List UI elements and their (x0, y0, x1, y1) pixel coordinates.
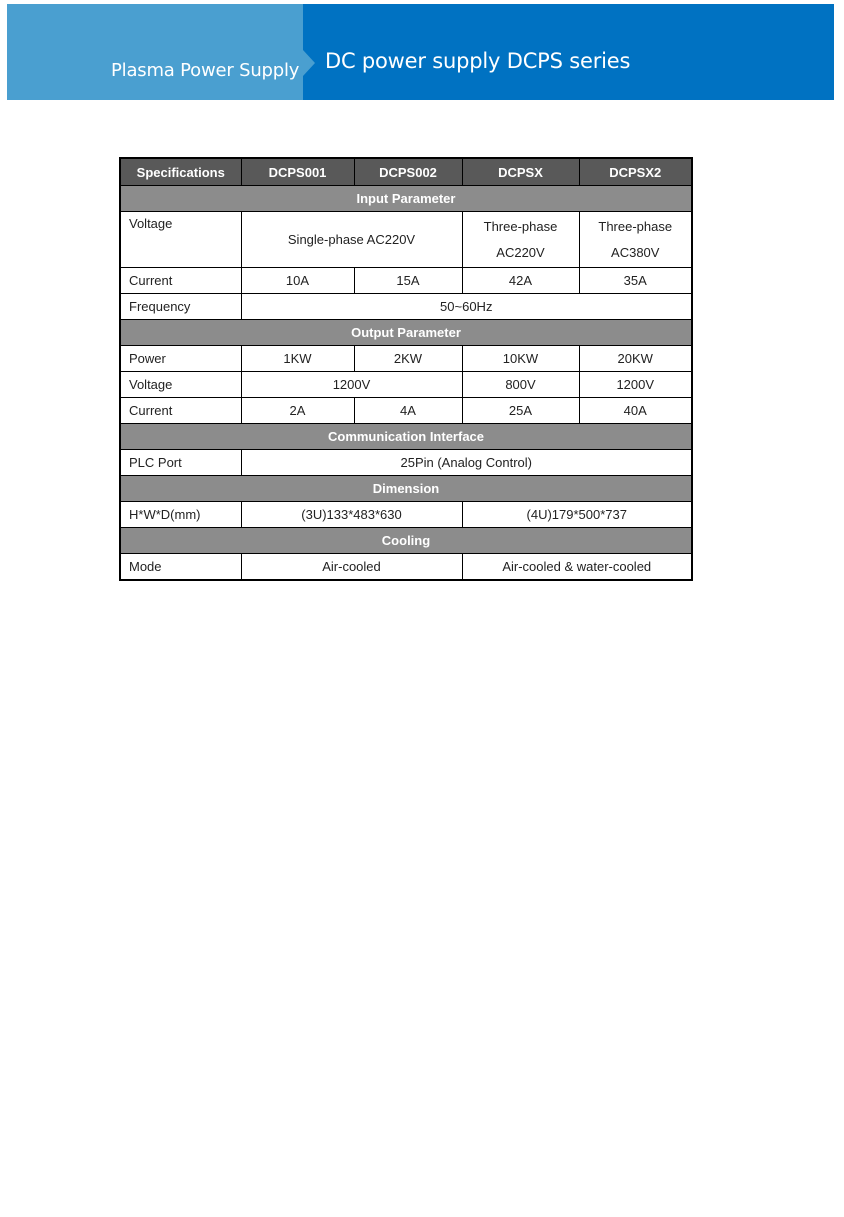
cell-input-voltage-dcpsx2 (579, 212, 692, 268)
section-row (120, 186, 692, 212)
cell-value: 25A (462, 398, 579, 424)
section-dimension: Dimension (120, 476, 692, 502)
table-row (120, 346, 692, 372)
row-label-power: Power (120, 346, 241, 372)
row-label-dimension: H*W*D(mm) (120, 502, 241, 528)
specifications-table (119, 157, 693, 581)
banner-left-panel (7, 4, 311, 100)
table-row (120, 294, 692, 320)
cell-value: 50~60Hz (241, 294, 692, 320)
row-label-plc-port: PLC Port (120, 450, 241, 476)
section-output-parameter: Output Parameter (120, 320, 692, 346)
cell-value: 1200V (579, 372, 692, 398)
cell-value: 1KW (241, 346, 354, 372)
banner-title: DC power supply DCPS series (325, 49, 631, 73)
header-dcpsx2: DCPSX2 (579, 158, 692, 186)
cell-value: 2KW (354, 346, 462, 372)
cell-value: (4U)179*500*737 (462, 502, 692, 528)
header-dcps001: DCPS001 (241, 158, 354, 186)
cell-value: 1200V (241, 372, 462, 398)
cell-value: 20KW (579, 346, 692, 372)
cell-value: Air-cooled (241, 554, 462, 581)
table-row (120, 212, 692, 268)
cell-line: AC380V (611, 244, 660, 260)
section-row (120, 528, 692, 554)
header-banner (7, 4, 834, 100)
header-dcpsx: DCPSX (462, 158, 579, 186)
cell-value: (3U)133*483*630 (241, 502, 462, 528)
table-row (120, 502, 692, 528)
table-row (120, 268, 692, 294)
cell-input-voltage-dcpsx (462, 212, 579, 268)
section-row (120, 320, 692, 346)
section-row (120, 476, 692, 502)
row-label-output-current: Current (120, 398, 241, 424)
header-dcps002: DCPS002 (354, 158, 462, 186)
table-row (120, 554, 692, 581)
cell-value: Air-cooled & water-cooled (462, 554, 692, 581)
table-row (120, 372, 692, 398)
cell-value: 40A (579, 398, 692, 424)
row-label-cooling-mode: Mode (120, 554, 241, 581)
banner-arrow-icon (303, 50, 315, 76)
cell-input-voltage-dcps00x: Single-phase AC220V (241, 212, 462, 268)
row-label-input-current: Current (120, 268, 241, 294)
cell-value: 10KW (462, 346, 579, 372)
header-specifications: Specifications (120, 158, 241, 186)
cell-value: 10A (241, 268, 354, 294)
table-row (120, 398, 692, 424)
cell-value: 42A (462, 268, 579, 294)
section-communication-interface: Communication Interface (120, 424, 692, 450)
cell-value: 35A (579, 268, 692, 294)
section-cooling: Cooling (120, 528, 692, 554)
banner-subtitle: Plasma Power Supply (111, 60, 300, 81)
row-label-input-voltage: Voltage (120, 212, 241, 268)
cell-line: AC220V (496, 244, 545, 260)
cell-value: 2A (241, 398, 354, 424)
cell-value: 25Pin (Analog Control) (241, 450, 692, 476)
section-input-parameter: Input Parameter (120, 186, 692, 212)
table-row (120, 450, 692, 476)
row-label-output-voltage: Voltage (120, 372, 241, 398)
cell-line: Three-phase (483, 218, 558, 234)
cell-value: 800V (462, 372, 579, 398)
section-row (120, 424, 692, 450)
table-header-row (120, 158, 692, 186)
row-label-frequency: Frequency (120, 294, 241, 320)
cell-line: Three-phase (598, 218, 673, 234)
cell-value: 4A (354, 398, 462, 424)
cell-value: 15A (354, 268, 462, 294)
